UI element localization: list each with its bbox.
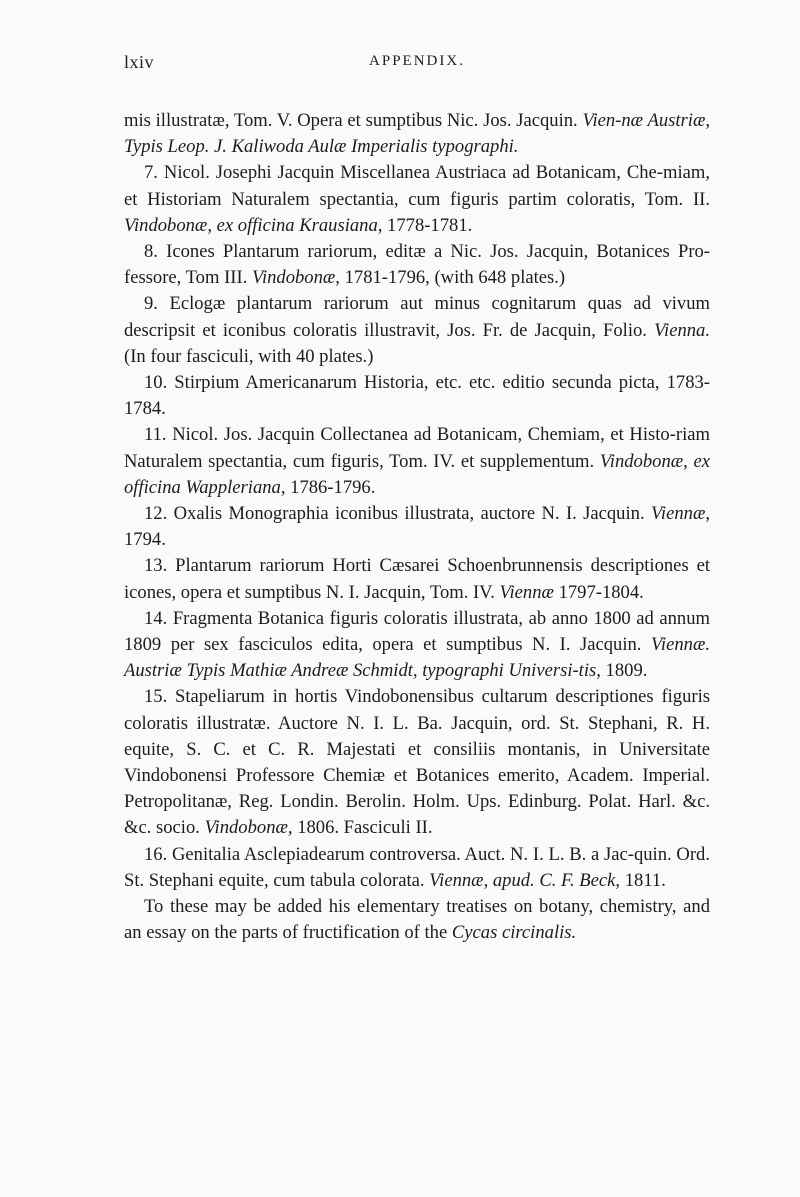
page-number: lxiv <box>124 52 155 72</box>
entry-8: 8. Icones Plantarum rariorum, editæ a Nic. Jos. Jacquin, Botanices Pro-fessore, Tom III. Vindobonæ, 1781-1796, (with 648 plates.) <box>124 241 710 289</box>
running-head: APPENDIX. <box>369 53 465 69</box>
entry-7: 7. Nicol. Josephi Jacquin Miscellanea Austriaca ad Botanicam, Che-miam, et Historiam Naturalem spectantia, cum figuris partim coloratis, Tom. II. Vindobonæ, ex officina Krausiana, 1778-1781. <box>124 162 710 236</box>
entry-11: 11. Nicol. Jos. Jacquin Collectanea ad Botanicam, Chemiam, et Histo-riam Naturalem spectantia, cum figuris, Tom. IV. et supplementum. Vindobonæ, ex officina Wappleriana, 1786-1796. <box>124 424 710 498</box>
bibliography-text <box>124 108 710 947</box>
closing-paragraph: To these may be added his elementary treatises on botany, chemistry, and an essay on the parts of fructification of the Cycas circinalis. <box>124 896 710 944</box>
entry-14: 14. Fragmenta Botanica figuris coloratis illustrata, ab anno 1800 ad annum 1809 per sex fasciculos edita, opera et sumptibus N. I. Jacquin. Viennæ. Austriæ Typis Mathiæ Andreæ Schmidt, typographi Universi-tis, 1809. <box>124 607 710 682</box>
entry-9: 9. Eclogæ plantarum rariorum aut minus cognitarum quas ad vivum descripsit et iconibus coloratis illustravit, Jos. Fr. de Jacquin, Folio. Vienna. (In four fasciculi, with 40 plates.) <box>124 293 710 367</box>
entry-15: 15. Stapeliarum in hortis Vindobonensibus cultarum descriptiones figuris coloratis illustratæ. Auctore N. I. L. Ba. Jacquin, ord. St. Stephani, R. H. equite, S. C. et C. R. Majestati et consiliis montanis, in Universitate Vindobonensi Professore Chemiæ et Botanices emerito, Academ. Imperial. Petropolitanæ, Reg. Londin. Berolin. Holm. Ups. Edinburg. Polat. Harl. &c. &c. socio. Vindobonæ, 1806. Fasciculi II. <box>124 686 710 839</box>
entry-16: 16. Genitalia Asclepiadearum controversa. Auct. N. I. L. B. a Jac-quin. Ord. St. Stephani equite, cum tabula colorata. Viennæ, apud. C. F. Beck, 1811. <box>124 843 710 891</box>
entry-continued: mis illustratæ, Tom. V. Opera et sumptibus Nic. Jos. Jacquin. Vien-næ Austriæ, Typis Leop. J. Kaliwoda Aulæ Imperialis typographi. <box>124 110 711 158</box>
entry-12: 12. Oxalis Monographia iconibus illustrata, auctore N. I. Jacquin. Viennæ, 1794. <box>124 503 710 551</box>
entry-13: 13. Plantarum rariorum Horti Cæsarei Schoenbrunnensis descriptiones et icones, opera et sumptibus N. I. Jacquin, Tom. IV. Viennæ 1797-1804. <box>124 555 710 603</box>
entry-10: 10. Stirpium Americanarum Historia, etc. etc. editio secunda picta, 1783-1784. <box>124 372 710 420</box>
page-header <box>124 52 710 82</box>
